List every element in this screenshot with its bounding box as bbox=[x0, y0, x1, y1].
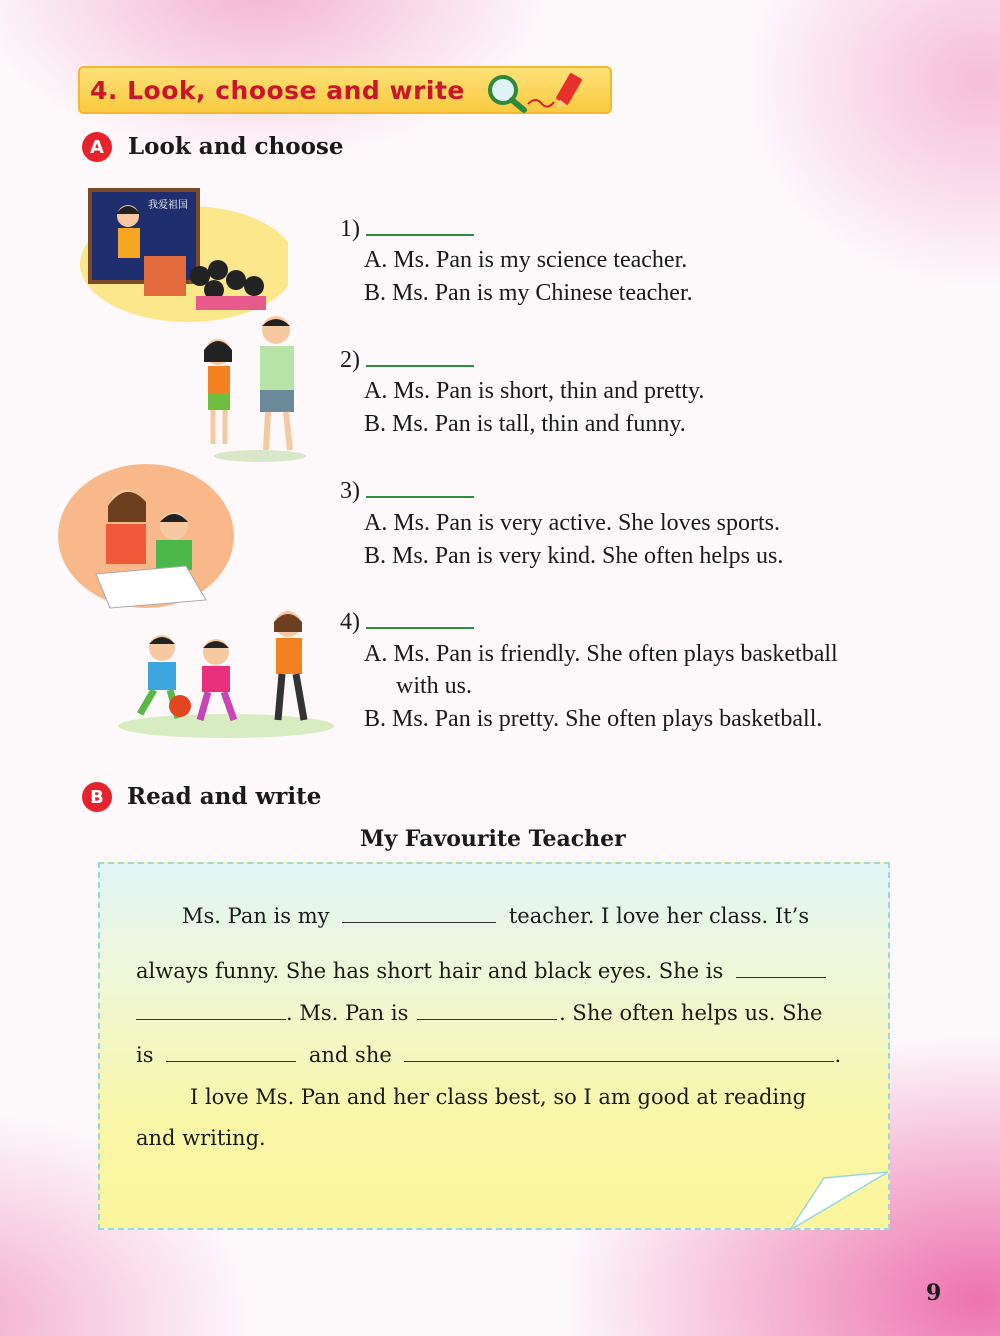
question-3-option-a: A. Ms. Pan is very active. She loves sports. bbox=[364, 510, 780, 536]
question-4-option-b: B. Ms. Pan is pretty. She often plays basketball. bbox=[364, 706, 823, 732]
teacher-helping-illustration bbox=[56, 462, 234, 610]
section-b-badge: B bbox=[82, 782, 112, 812]
students-illustration bbox=[180, 312, 320, 464]
passage-text: teacher. I love her class. It’s bbox=[508, 904, 810, 928]
question-4-option-a: A. Ms. Pan is friendly. She often plays basketball bbox=[364, 641, 838, 667]
blank-5[interactable] bbox=[404, 1043, 834, 1062]
question-3-answer-line[interactable] bbox=[366, 476, 474, 498]
passage-line-6: and writing. bbox=[136, 1126, 266, 1150]
page-number: 9 bbox=[926, 1280, 942, 1306]
question-2-answer-line[interactable] bbox=[366, 345, 474, 367]
question-1-option-a: A. Ms. Pan is my science teacher. bbox=[364, 247, 688, 273]
section-b-title: Read and write bbox=[127, 783, 322, 810]
question-3-option-b: B. Ms. Pan is very kind. She often helps us. bbox=[364, 543, 784, 569]
passage-text: and she bbox=[308, 1043, 392, 1067]
question-1-option-b: B. Ms. Pan is my Chinese teacher. bbox=[364, 280, 693, 306]
passage-line-3 bbox=[136, 1001, 822, 1025]
question-2-number: 2) bbox=[340, 347, 360, 373]
question-2-option-b: B. Ms. Pan is tall, thin and funny. bbox=[364, 411, 686, 437]
question-4-option-a-continued: with us. bbox=[396, 673, 473, 699]
section-a-badge: A bbox=[82, 132, 112, 162]
question-4-answer-line[interactable] bbox=[366, 607, 474, 629]
blank-1[interactable] bbox=[342, 904, 496, 923]
question-4-number: 4) bbox=[340, 609, 360, 635]
section-a-title: Look and choose bbox=[128, 133, 344, 160]
passage-text: . She often helps us. She bbox=[559, 1001, 823, 1025]
question-4 bbox=[340, 607, 474, 636]
passage-title: My Favourite Teacher bbox=[360, 826, 626, 852]
teacher-blackboard-illustration bbox=[78, 186, 288, 326]
page-title: 4. Look, choose and write bbox=[90, 76, 465, 105]
passage-text: always funny. She has short hair and black eyes. She is bbox=[136, 959, 724, 983]
passage-line-2 bbox=[136, 959, 826, 983]
magnifier-pencil-icon bbox=[484, 70, 594, 114]
blank-3[interactable] bbox=[417, 1001, 557, 1020]
question-1-answer-line[interactable] bbox=[366, 214, 474, 236]
blackboard-text: 我爱祖国 bbox=[148, 200, 188, 211]
blank-2b[interactable] bbox=[136, 1001, 286, 1020]
passage-line-5: I love Ms. Pan and her class best, so I am good at reading bbox=[190, 1085, 807, 1109]
page-curl bbox=[790, 1170, 890, 1232]
passage-line-4 bbox=[136, 1043, 841, 1067]
question-2-option-a: A. Ms. Pan is short, thin and pretty. bbox=[364, 378, 705, 404]
question-3-number: 3) bbox=[340, 478, 360, 504]
passage-text: Ms. Pan is my bbox=[182, 904, 330, 928]
passage-line-1 bbox=[182, 904, 809, 928]
passage-text: is bbox=[136, 1043, 154, 1067]
question-1-number: 1) bbox=[340, 216, 360, 242]
question-1 bbox=[340, 214, 474, 243]
basketball-illustration bbox=[116, 602, 338, 740]
passage-text: . Ms. Pan is bbox=[286, 1001, 409, 1025]
question-3 bbox=[340, 476, 474, 505]
question-2 bbox=[340, 345, 474, 374]
blank-4[interactable] bbox=[166, 1043, 296, 1062]
blank-2a[interactable] bbox=[736, 959, 826, 978]
passage-text: . bbox=[834, 1043, 842, 1067]
